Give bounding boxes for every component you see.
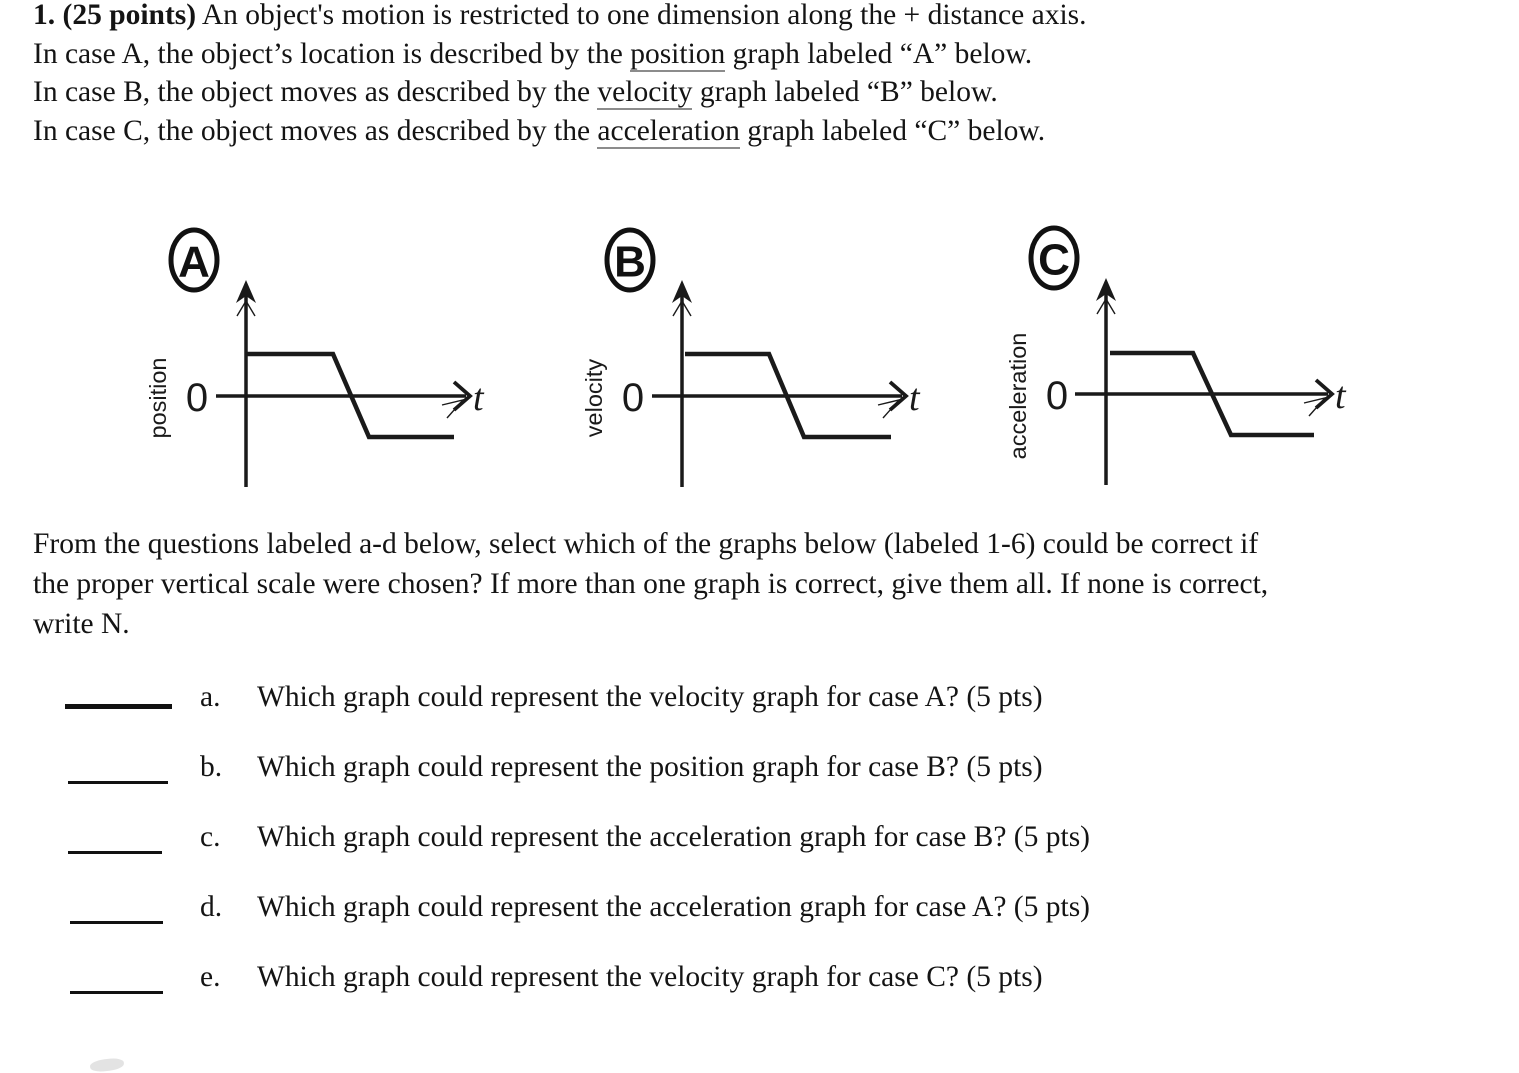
underlined-word-velocity: velocity [597, 76, 693, 109]
graph-a-zero-label: 0 [185, 376, 209, 420]
case-a-line: In case A, the object’s location is described by the position graph labeled “A” below. [33, 37, 1033, 70]
question-e-label: e. [200, 961, 221, 993]
graph-a-label-letter: A [178, 237, 210, 287]
question-e [200, 958, 1043, 996]
question-c [200, 818, 1090, 856]
graph-a-x-axis-arrow-artifact [442, 400, 463, 418]
instructions-line-3: write N. [33, 608, 130, 640]
question-a [200, 678, 1043, 716]
question-b-label: b. [200, 751, 223, 783]
problem-number-points: 1. (25 points) [33, 0, 197, 31]
graph-b-label-letter: B [614, 237, 646, 287]
question-a-text: Which graph could represent the velocity graph for case A? (5 pts) [257, 681, 1043, 713]
question-c-text: Which graph could represent the acceleration graph for case B? (5 pts) [257, 821, 1091, 853]
question-b-text: Which graph could represent the position graph for case B? (5 pts) [257, 751, 1043, 783]
answer-blank-b [68, 781, 168, 784]
instructions-line-2: the proper vertical scale were chosen? If more than one graph is correct, give them all. If none is correct, [33, 568, 1269, 600]
instructions-line-1: From the questions labeled a-d below, select which of the graphs below (labeled 1-6) could be correct if [33, 528, 1259, 560]
answer-blank-e [70, 991, 163, 994]
problem-statement [33, 0, 1087, 151]
graph-c-y-axis-label: acceleration [1005, 332, 1031, 460]
graph-b-t-label: t [909, 377, 920, 419]
instructions-paragraph [33, 524, 1268, 644]
graph-b-zero-label: 0 [621, 376, 645, 420]
graph-b-y-axis-label: velocity [581, 358, 607, 438]
graph-b [572, 210, 942, 510]
graph-c-t-label: t [1335, 375, 1346, 417]
graph-c-zero-label: 0 [1045, 374, 1069, 418]
question-d-text: Which graph could represent the acceleration graph for case A? (5 pts) [257, 891, 1091, 923]
graph-a-y-axis-label: position [145, 357, 171, 439]
question-d [200, 888, 1090, 926]
problem-intro-text: An object's motion is restricted to one dimension along the + distance axis. [196, 0, 1087, 31]
question-a-label: a. [200, 681, 221, 713]
answer-blank-d [70, 921, 163, 924]
graph-c-label-letter: C [1038, 235, 1070, 285]
graph-a [136, 210, 506, 510]
answer-blank-c [68, 851, 162, 854]
case-c-line: In case C, the object moves as described by the acceleration graph labeled “C” below. [33, 115, 1046, 148]
graph-a-t-label: t [473, 377, 484, 419]
page-edge-artifact [89, 1057, 124, 1073]
graph-c [996, 208, 1366, 508]
graph-c-x-axis-arrow-artifact [1304, 398, 1325, 416]
underlined-word-position: position [630, 37, 726, 70]
underlined-word-acceleration: acceleration [597, 115, 740, 148]
problem-title-line [33, 0, 1087, 35]
question-c-label: c. [200, 821, 221, 853]
question-b [200, 748, 1043, 786]
question-e-text: Which graph could represent the velocity graph for case C? (5 pts) [257, 961, 1043, 993]
question-d-label: d. [200, 891, 223, 923]
answer-blank-a [65, 704, 172, 709]
case-b-line: In case B, the object moves as described by the velocity graph labeled “B” below. [33, 76, 998, 109]
graph-b-x-axis-arrow-artifact [878, 400, 899, 418]
